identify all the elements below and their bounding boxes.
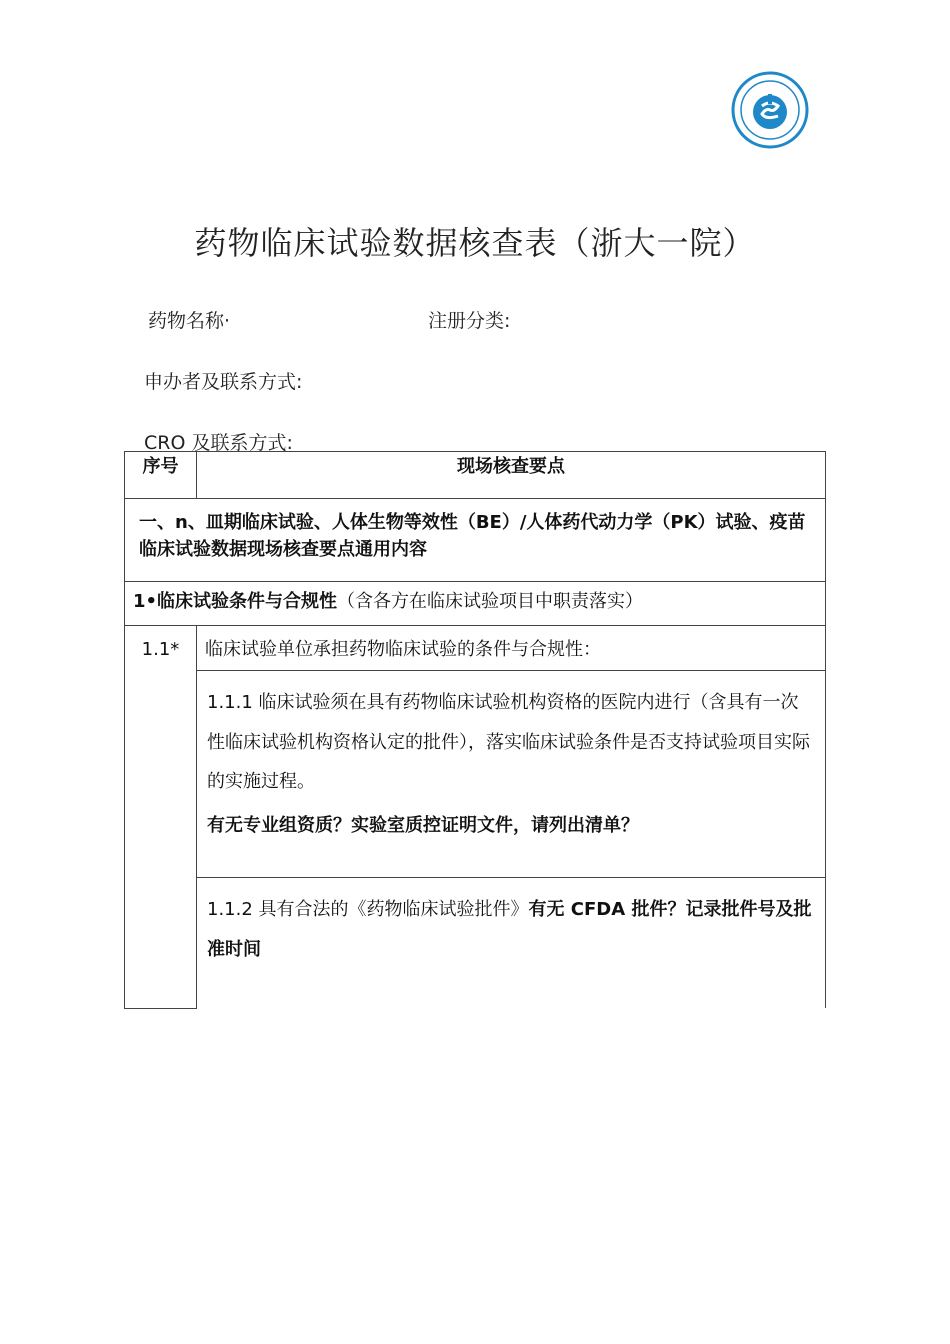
item-111-text: 1.1.1 临床试验须在具有药物临床试验机构资格的医院内进行（含具有一次性临床试验机构资格认定的批件），落实临床试验条件是否支持试验项目实际的实施过程。 (207, 692, 810, 793)
page-title: 药物临床试验数据核查表（浙大一院） (194, 224, 756, 262)
item-112-text: 1.1.2 具有合法的《药物临床试验批件》 (207, 899, 529, 920)
subsection-cell (125, 582, 826, 626)
item-112-question: 有无 CFDA 批件？记录批件号及批准时间 (207, 899, 812, 960)
table-row (125, 626, 826, 671)
drug-name-label: 药物名称· (148, 310, 231, 332)
subsection-row (125, 582, 826, 626)
item-111-cell (197, 671, 826, 878)
column-header-no: 序号 (125, 452, 197, 499)
item-number: 1.1* (125, 626, 197, 1009)
sponsor-label: 申办者及联系方式: (144, 371, 303, 393)
registration-label: 注册分类: (428, 310, 511, 332)
item-description: 临床试验单位承担药物临床试验的条件与合规性： (197, 626, 826, 671)
subsection-title: 1•临床试验条件与合规性 (133, 591, 338, 612)
subsection-note: （含各方在临床试验项目中职责落实） (337, 591, 644, 612)
table-row (125, 878, 826, 1009)
section-title: 一、n、皿期临床试验、人体生物等效性（BE）/人体药代动力学（PK）试验、疫苗临床试验数据现场核查要点通用内容 (125, 499, 826, 582)
section-row (125, 499, 826, 582)
cro-label: CRO 及联系方式: (144, 432, 293, 454)
table-row (125, 671, 826, 878)
table-header-row (125, 452, 826, 499)
column-header-points: 现场核查要点 (197, 452, 826, 499)
hospital-seal-logo (730, 70, 810, 150)
checklist-table (124, 451, 826, 1009)
item-111-question: 有无专业组资质？实验室质控证明文件，请列出清单？ (207, 814, 639, 836)
item-112-cell (197, 878, 826, 1009)
